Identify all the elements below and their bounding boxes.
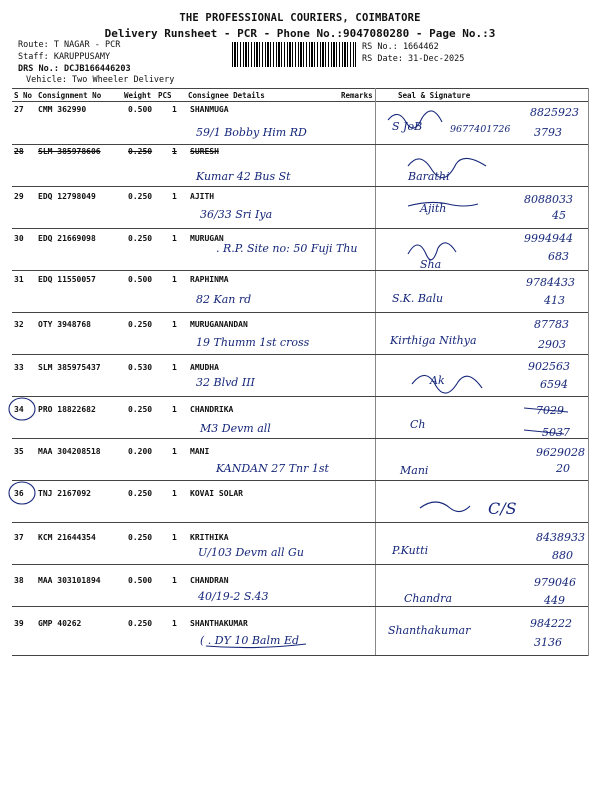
table-row-consignee: RAPHINMA bbox=[190, 275, 229, 284]
handwritten-address: M3 Devm all bbox=[200, 422, 271, 435]
col-separator-right bbox=[588, 88, 589, 656]
row-rule bbox=[12, 564, 588, 565]
table-row-weight: 0.500 bbox=[128, 275, 153, 284]
handwritten-address: 82 Kan rd bbox=[196, 293, 252, 306]
handwritten-phone: 449 bbox=[544, 594, 565, 607]
table-row-weight: 0.250 bbox=[128, 533, 153, 542]
col-header-weight: Weight bbox=[124, 91, 152, 100]
row-rule bbox=[12, 354, 588, 355]
table-row-sno: 32 bbox=[14, 320, 24, 329]
table-row-consignee: MANI bbox=[190, 447, 210, 456]
handwritten-phone: 984222 bbox=[530, 617, 572, 630]
handwritten-address: 19 Thumm 1st cross bbox=[196, 336, 310, 349]
handwritten-signature: Kirthiga Nithya bbox=[390, 334, 477, 347]
table-row-consignee: SURESH bbox=[190, 147, 219, 156]
col-header-signature: Seal & Signature bbox=[398, 91, 471, 100]
signature-scribble bbox=[408, 243, 456, 260]
table-row-weight: 0.200 bbox=[128, 447, 153, 456]
table-row-sno: 27 bbox=[14, 105, 24, 114]
handwritten-phone: 20 bbox=[556, 462, 570, 475]
table-row-pcs: 1 bbox=[172, 192, 177, 201]
row-rule bbox=[12, 438, 588, 439]
handwritten-phone: 7029 bbox=[536, 404, 564, 417]
table-row-weight: 0.530 bbox=[128, 363, 153, 372]
table-row-sno: 39 bbox=[14, 619, 24, 628]
table-row-consignment: EDQ 21669098 bbox=[38, 234, 96, 243]
table-row-pcs: 1 bbox=[172, 320, 177, 329]
table-row-consignment: EDQ 11550057 bbox=[38, 275, 96, 284]
row-rule bbox=[12, 228, 588, 229]
handwritten-phone: 8438933 bbox=[536, 531, 585, 544]
table-row-sno: 35 bbox=[14, 447, 24, 456]
table-row-consignee: SHANMUGA bbox=[190, 105, 229, 114]
table-row-weight: 0.500 bbox=[128, 105, 153, 114]
handwritten-signature: S JoB bbox=[392, 120, 423, 133]
row-rule bbox=[12, 312, 588, 313]
table-row-consignee: CHANDRAN bbox=[190, 576, 229, 585]
staff-label: Staff: KARUPPUSAMY bbox=[18, 52, 111, 62]
signature-scribble bbox=[408, 158, 486, 177]
handwritten-address: 32 Blvd III bbox=[196, 376, 255, 389]
table-row-sno: 31 bbox=[14, 275, 24, 284]
handwritten-signature: Ak bbox=[430, 374, 445, 387]
handwritten-signature: Mani bbox=[400, 464, 429, 477]
table-row-consignment: MAA 303101894 bbox=[38, 576, 101, 585]
table-row-consignee: AMUDHA bbox=[190, 363, 219, 372]
table-row-consignee: MURUGAN bbox=[190, 234, 224, 243]
table-row-consignment: EDQ 12798049 bbox=[38, 192, 96, 201]
table-row-weight: 0.250 bbox=[128, 320, 153, 329]
rs-number: RS No.: 1664462 bbox=[362, 42, 439, 52]
col-header-sno: S No bbox=[14, 91, 33, 100]
table-row-pcs: 1 bbox=[172, 147, 177, 156]
table-row-weight: 0.250 bbox=[128, 147, 153, 156]
handwriting-underline bbox=[206, 644, 306, 648]
handwritten-address: . R.P. Site no: 50 Fuji Thu bbox=[216, 242, 358, 255]
handwritten-phone: 979046 bbox=[534, 576, 576, 589]
table-row-sno: 38 bbox=[14, 576, 24, 585]
table-row-pcs: 1 bbox=[172, 447, 177, 456]
handwritten-address: 59/1 Bobby Him RD bbox=[196, 126, 307, 139]
handwritten-signature: C/S bbox=[488, 499, 517, 518]
table-row-sno: 28 bbox=[14, 147, 24, 156]
handwritten-phone: 5037 bbox=[542, 426, 570, 439]
table-row-consignee: AJITH bbox=[190, 192, 215, 201]
table-row-pcs: 1 bbox=[172, 576, 177, 585]
table-row-pcs: 1 bbox=[172, 275, 177, 284]
row-rule bbox=[12, 270, 588, 271]
row-rule bbox=[12, 606, 588, 607]
company-name: THE PROFESSIONAL COURIERS, COIMBATORE bbox=[179, 12, 421, 24]
table-row-consignment: KCM 21644354 bbox=[38, 533, 96, 542]
handwritten-phone: 2903 bbox=[538, 338, 566, 351]
table-row-consignment: TNJ 2167092 bbox=[38, 489, 91, 498]
table-row-sno: 34 bbox=[14, 405, 24, 414]
table-row-weight: 0.250 bbox=[128, 489, 153, 498]
handwritten-address: KANDAN 27 Tnr 1st bbox=[216, 462, 329, 475]
table-row-consignment: PRO 18822682 bbox=[38, 405, 96, 414]
strikeout-mark bbox=[524, 430, 564, 434]
handwritten-signature: Chandra bbox=[404, 592, 453, 605]
table-row-weight: 0.250 bbox=[128, 192, 153, 201]
signature-scribble bbox=[388, 111, 442, 128]
row-rule bbox=[12, 144, 588, 145]
table-row-sno: 36 bbox=[14, 489, 24, 498]
table-row-sno: 37 bbox=[14, 533, 24, 542]
barcode-image bbox=[232, 42, 356, 67]
handwritten-extra-number: 9677401726 bbox=[450, 124, 511, 135]
handwritten-signature: Shanthakumar bbox=[388, 624, 471, 637]
handwritten-phone: 9784433 bbox=[526, 276, 575, 289]
handwritten-phone: 3793 bbox=[534, 126, 562, 139]
handwritten-signature: Sha bbox=[420, 258, 442, 271]
handwritten-phone: 3136 bbox=[534, 636, 562, 649]
handwritten-phone: 87783 bbox=[534, 318, 569, 331]
signature-scribble bbox=[408, 202, 478, 206]
handwritten-phone: 6594 bbox=[540, 378, 568, 391]
table-row-consignee: KRITHIKA bbox=[190, 533, 229, 542]
table-row-consignment: SLM 385978606 bbox=[38, 147, 101, 156]
table-row-consignment: OTY 3948768 bbox=[38, 320, 91, 329]
handwritten-phone: 413 bbox=[544, 294, 565, 307]
table-header-rule bbox=[12, 101, 588, 102]
table-row-sno: 33 bbox=[14, 363, 24, 372]
handwritten-signature: S.K. Balu bbox=[392, 292, 444, 305]
table-row-consignment: CMM 362990 bbox=[38, 105, 87, 114]
table-row-pcs: 1 bbox=[172, 533, 177, 542]
row-rule bbox=[12, 480, 588, 481]
col-separator-remarks bbox=[375, 88, 376, 656]
handwritten-phone: 9629028 bbox=[536, 446, 585, 459]
vehicle-label: Vehicle: Two Wheeler Delivery bbox=[26, 75, 175, 85]
table-row-consignee: SHANTHAKUMAR bbox=[190, 619, 248, 628]
handwritten-signature: Ch bbox=[410, 418, 426, 431]
handwritten-address: U/103 Devm all Gu bbox=[198, 546, 304, 559]
table-row-pcs: 1 bbox=[172, 363, 177, 372]
handwritten-phone: 8825923 bbox=[530, 106, 579, 119]
col-header-consignment: Consignment No bbox=[38, 91, 102, 100]
handwritten-phone: 9994944 bbox=[524, 232, 573, 245]
col-header-pcs: PCS bbox=[158, 91, 172, 100]
table-row-weight: 0.250 bbox=[128, 619, 153, 628]
row-rule bbox=[12, 655, 588, 656]
table-row-pcs: 1 bbox=[172, 234, 177, 243]
signature-scribble bbox=[412, 375, 482, 393]
table-row-sno: 30 bbox=[14, 234, 24, 243]
signature-scribble bbox=[420, 502, 470, 512]
table-row-consignee: KOVAI SOLAR bbox=[190, 489, 243, 498]
table-top-rule bbox=[12, 88, 588, 89]
runsheet-subtitle: Delivery Runsheet - PCR - Phone No.:9047080280 - Page No.:3 bbox=[104, 27, 496, 40]
handwritten-address: 40/19-2 S.43 bbox=[198, 590, 269, 603]
handwritten-phone: 45 bbox=[552, 209, 566, 222]
table-row-consignee: CHANDRIKA bbox=[190, 405, 234, 414]
handwritten-phone: 683 bbox=[548, 250, 569, 263]
drs-number: DRS No.: DCJB166446203 bbox=[18, 64, 131, 74]
handwritten-phone: 880 bbox=[552, 549, 573, 562]
handwritten-signature: Barathi bbox=[408, 170, 450, 183]
table-row-consignment: SLM 385975437 bbox=[38, 363, 101, 372]
handwritten-address: Kumar 42 Bus St bbox=[196, 170, 291, 183]
table-row-weight: 0.250 bbox=[128, 405, 153, 414]
table-row-sno: 29 bbox=[14, 192, 24, 201]
handwritten-phone: 8088033 bbox=[524, 193, 573, 206]
table-row-weight: 0.500 bbox=[128, 576, 153, 585]
handwritten-address: ( . DY 10 Balm Ed bbox=[200, 634, 300, 647]
route-label: Route: T NAGAR - PCR bbox=[18, 40, 121, 50]
handwritten-address: 36/33 Sri Iya bbox=[200, 208, 273, 221]
handwritten-phone: 902563 bbox=[528, 360, 570, 373]
strikeout-mark bbox=[524, 408, 568, 412]
table-row-consignee: MURUGANANDAN bbox=[190, 320, 248, 329]
row-rule bbox=[12, 186, 588, 187]
table-row-weight: 0.250 bbox=[128, 234, 153, 243]
table-row-pcs: 1 bbox=[172, 489, 177, 498]
rs-date: RS Date: 31-Dec-2025 bbox=[362, 54, 465, 64]
col-header-consignee: Consignee Details bbox=[188, 91, 265, 100]
table-row-pcs: 1 bbox=[172, 405, 177, 414]
row-rule bbox=[12, 396, 588, 397]
row-rule bbox=[12, 522, 588, 523]
col-header-remarks: Remarks bbox=[341, 91, 373, 100]
handwritten-signature: Ajith bbox=[420, 202, 447, 215]
table-row-consignment: GMP 40262 bbox=[38, 619, 82, 628]
table-row-pcs: 1 bbox=[172, 619, 177, 628]
table-row-pcs: 1 bbox=[172, 105, 177, 114]
handwritten-signature: P.Kutti bbox=[392, 544, 429, 557]
table-row-consignment: MAA 304208518 bbox=[38, 447, 101, 456]
